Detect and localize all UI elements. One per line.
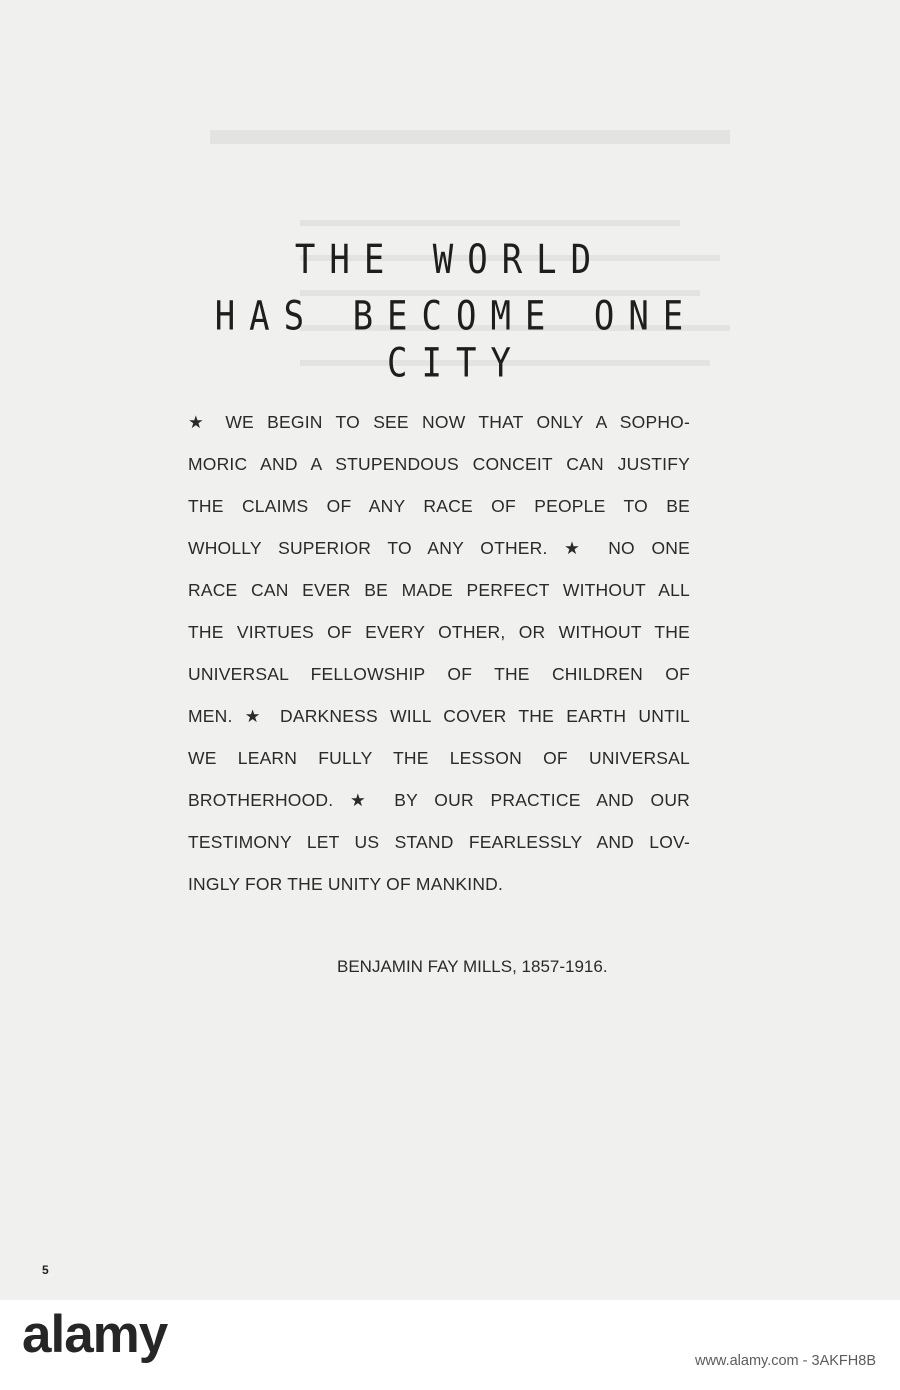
attribution: BENJAMIN FAY MILLS, 1857-1916. bbox=[337, 957, 608, 976]
quote-line: TESTIMONY LET US STAND FEARLESSLY AND LOV- bbox=[188, 832, 690, 852]
title-line-2: HAS BECOME ONE CITY bbox=[214, 292, 698, 388]
quote-line: MEN. ★ DARKNESS WILL COVER THE EARTH UNTIL bbox=[188, 706, 690, 726]
quote-line: BROTHERHOOD. ★ BY OUR PRACTICE AND OUR bbox=[188, 790, 690, 810]
quote-line: THE VIRTUES OF EVERY OTHER, OR WITHOUT THE bbox=[188, 622, 690, 642]
quote-line: WHOLLY SUPERIOR TO ANY OTHER. ★ NO ONE bbox=[188, 538, 690, 558]
quote-line: MORIC AND A STUPENDOUS CONCEIT CAN JUSTIFY bbox=[188, 454, 690, 474]
page-number: 5 bbox=[42, 1263, 49, 1277]
quote-line: WE LEARN FULLY THE LESSON OF UNIVERSAL bbox=[188, 748, 690, 768]
quote-line: UNIVERSAL FELLOWSHIP OF THE CHILDREN OF bbox=[188, 664, 690, 684]
quote-line: ★ WE BEGIN TO SEE NOW THAT ONLY A SOPHO- bbox=[188, 412, 690, 432]
quote-line: THE CLAIMS OF ANY RACE OF PEOPLE TO BE bbox=[188, 496, 690, 516]
quote-line: INGLY FOR THE UNITY OF MANKIND. bbox=[188, 874, 504, 894]
title-line-1: THE WORLD bbox=[294, 236, 606, 284]
alamy-logo: alamy bbox=[22, 1305, 168, 1364]
stock-image-id: www.alamy.com - 3AKFH8B bbox=[694, 1353, 876, 1369]
quote-line: RACE CAN EVER BE MADE PERFECT WITHOUT ALL bbox=[188, 580, 690, 600]
